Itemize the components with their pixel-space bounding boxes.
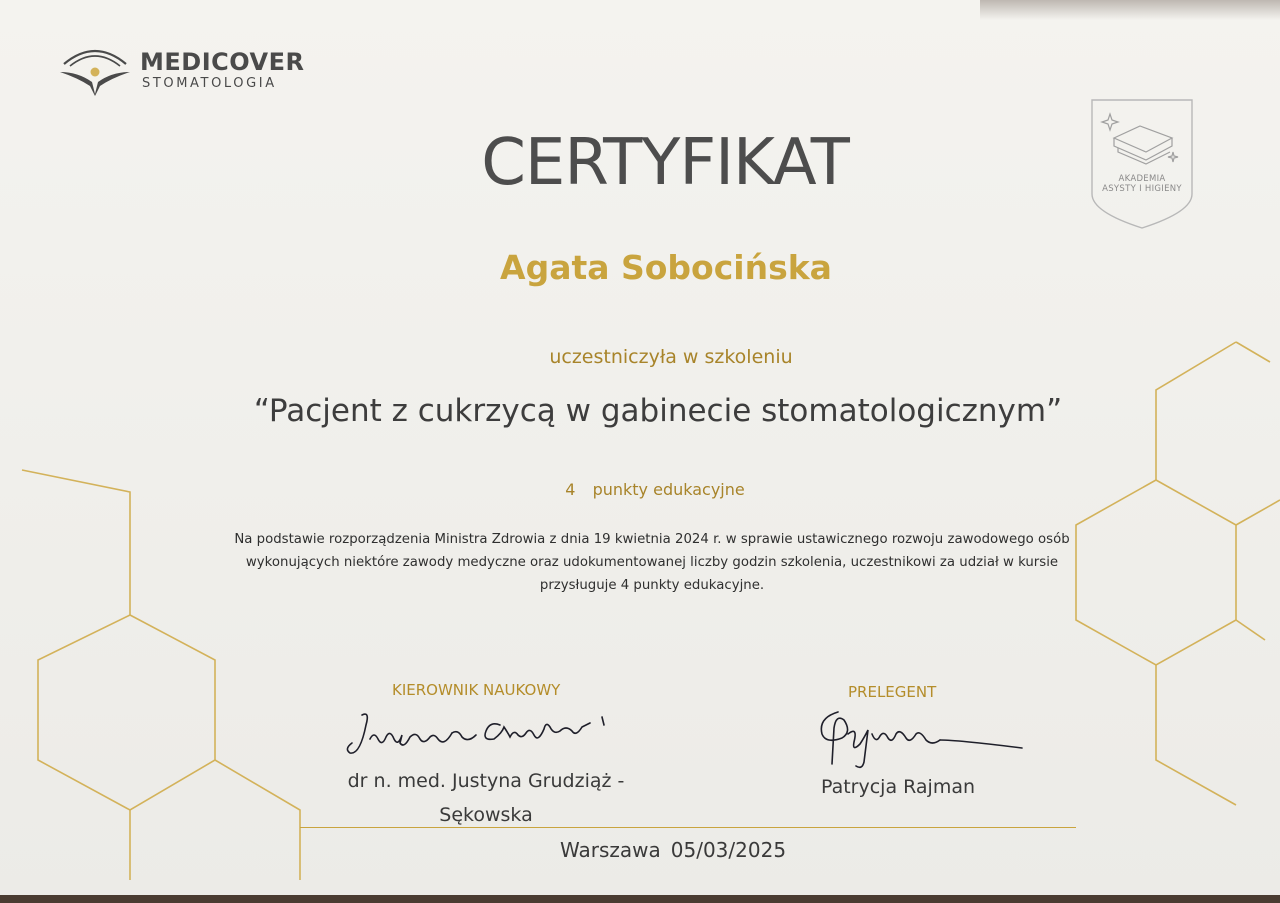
director-name-line-2: Sękowska bbox=[439, 804, 533, 826]
scientific-director-role: KIEROWNIK NAUKOWY bbox=[392, 681, 561, 699]
legal-line-1: Na podstawie rozporządzenia Ministra Zdrowia z dnia 19 kwietnia 2024 r. w sprawie ustawicznego rozwoju zawodowego osób bbox=[234, 532, 1070, 547]
speaker-signature bbox=[808, 704, 1028, 774]
place-and-date bbox=[560, 838, 786, 862]
certificate-title: CERTYFIKAT bbox=[481, 126, 849, 200]
medicover-logo-icon bbox=[58, 42, 132, 98]
legal-line-2: wykonujących niektóre zawody medyczne oraz udokumentowanej liczby godzin szkolenia, uczestnikowi za udział w kursie bbox=[245, 555, 1059, 570]
organization-subtitle: STOMATOLOGIA bbox=[142, 76, 277, 91]
speaker-name-line: Patrycja Rajman bbox=[820, 776, 976, 798]
footer-divider bbox=[300, 827, 1076, 828]
legal-line-3: przysługuje 4 punkty edukacyjne. bbox=[539, 578, 765, 593]
speaker-name bbox=[800, 770, 996, 804]
speaker-role: PRELEGENT bbox=[848, 683, 937, 701]
organization-name: MEDICOVER bbox=[140, 48, 305, 76]
points-value: 4 bbox=[565, 480, 576, 499]
participation-text: uczestniczyła w szkoleniu bbox=[549, 346, 793, 368]
table-edge bbox=[0, 895, 1280, 903]
recipient-name: Agata Sobocińska bbox=[500, 248, 832, 287]
education-points bbox=[0, 480, 1280, 499]
badge-line-2: ASYSTY I HIGIENY bbox=[1102, 184, 1182, 194]
course-title: “Pacjent z cukrzycą w gabinecie stomatologicznym” bbox=[253, 393, 1063, 429]
badge-line-1: AKADEMIA bbox=[1118, 174, 1166, 184]
place: Warszawa bbox=[560, 838, 661, 862]
medicover-logo bbox=[58, 42, 304, 98]
date: 05/03/2025 bbox=[670, 838, 787, 862]
scientific-director-name bbox=[326, 764, 646, 832]
scientific-director-signature bbox=[340, 703, 640, 767]
director-name-line-1: dr n. med. Justyna Grudziąż - bbox=[347, 770, 625, 792]
legal-basis-text bbox=[226, 528, 1078, 597]
points-label: punkty edukacyjne bbox=[592, 480, 745, 499]
